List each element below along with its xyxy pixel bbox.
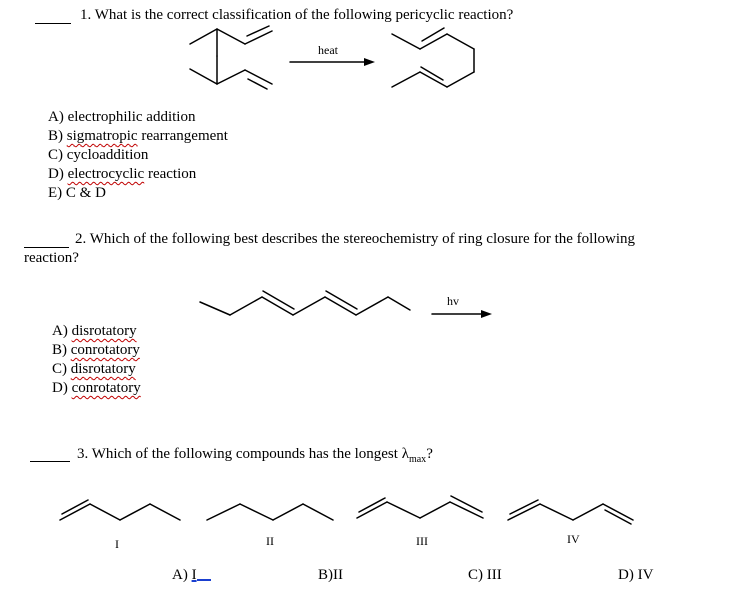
answer-blank-q2[interactable] <box>24 247 69 248</box>
q1-option-e-letter: E) <box>48 185 63 201</box>
compound-ii-structure <box>207 504 333 520</box>
q1-option-d-letter: D) <box>48 166 64 182</box>
q1-option-b-rest: rearrangement <box>137 128 228 144</box>
compound-label-ii: II <box>266 534 274 548</box>
q3-answer-a-letter: A) <box>172 567 188 583</box>
q2-option-d-letter: D) <box>52 380 68 396</box>
q2-option-c[interactable] <box>52 360 136 379</box>
compound-label-i: I <box>115 537 119 551</box>
q2-option-a-letter: A) <box>52 323 68 339</box>
q1-option-c-text: cycloaddition <box>66 147 149 163</box>
question-1-text: 1. What is the correct classification of the following pericyclic reaction? <box>80 7 514 23</box>
q3-answer-b-text: II <box>333 567 343 583</box>
q2-option-b-text: conrotatory <box>70 342 140 358</box>
q1-option-d-rest: reaction <box>144 166 197 182</box>
question-2-text-line2: reaction? <box>24 250 79 266</box>
answer-blank-q3[interactable] <box>30 461 70 462</box>
lambda-symbol: λ <box>401 446 409 462</box>
q3-answer-c[interactable] <box>468 567 502 584</box>
q2-arrow-label: hv <box>447 294 459 308</box>
q1-option-a-letter: A) <box>48 109 64 125</box>
q1-product-structure <box>0 0 729 120</box>
compound-iii-structure <box>357 496 483 518</box>
q1-option-c[interactable] <box>48 146 148 165</box>
q3-answer-a[interactable] <box>172 567 211 584</box>
q3-answer-d[interactable] <box>618 567 653 584</box>
q3-answer-c-text: III <box>486 567 502 583</box>
compound-label-iii: III <box>416 534 428 548</box>
compound-iv-structure <box>508 500 633 524</box>
question-3-text-end: ? <box>426 446 433 462</box>
q2-option-a[interactable] <box>52 322 137 341</box>
q1-option-d-text: electrocyclic <box>67 166 145 182</box>
q1-option-b[interactable] <box>48 127 228 146</box>
q1-option-d[interactable] <box>48 165 196 184</box>
q3-answer-a-text: I <box>191 567 197 583</box>
q2-option-c-letter: C) <box>52 361 67 377</box>
q3-answer-d-text: IV <box>637 567 654 583</box>
q1-option-c-letter: C) <box>48 147 63 163</box>
question-3-text-main: 3. Which of the following compounds has the longest <box>77 446 402 462</box>
q3-answer-a-blank <box>197 579 211 581</box>
question-2-text: 2. Which of the following best describes the stereochemistry of ring closure for the following <box>75 231 635 247</box>
compound-label-iv: IV <box>567 532 580 546</box>
q3-compounds <box>0 490 729 530</box>
q3-answer-b[interactable] <box>318 567 343 584</box>
q2-option-a-text: disrotatory <box>71 323 137 339</box>
q1-option-a-text: electrophilic addition <box>67 109 196 125</box>
q2-option-d[interactable] <box>52 379 141 398</box>
q1-arrow-label: heat <box>318 43 338 57</box>
q1-option-b-letter: B) <box>48 128 63 144</box>
q1-option-a[interactable] <box>48 108 195 127</box>
compound-i-structure <box>60 500 180 520</box>
lambda-subscript: max <box>408 454 427 465</box>
q2-option-d-text: conrotatory <box>71 380 141 396</box>
q3-answer-b-letter: B) <box>318 567 333 583</box>
question-3-text <box>77 446 433 465</box>
q3-answer-c-letter: C) <box>468 567 483 583</box>
q2-option-b-letter: B) <box>52 342 67 358</box>
q2-option-b[interactable] <box>52 341 140 360</box>
q1-option-e-text: C & D <box>65 185 106 201</box>
q3-answer-d-letter: D) <box>618 567 634 583</box>
q1-option-e[interactable] <box>48 184 106 203</box>
q1-option-b-text: sigmatropic <box>66 128 138 144</box>
q2-option-c-text: disrotatory <box>70 361 136 377</box>
